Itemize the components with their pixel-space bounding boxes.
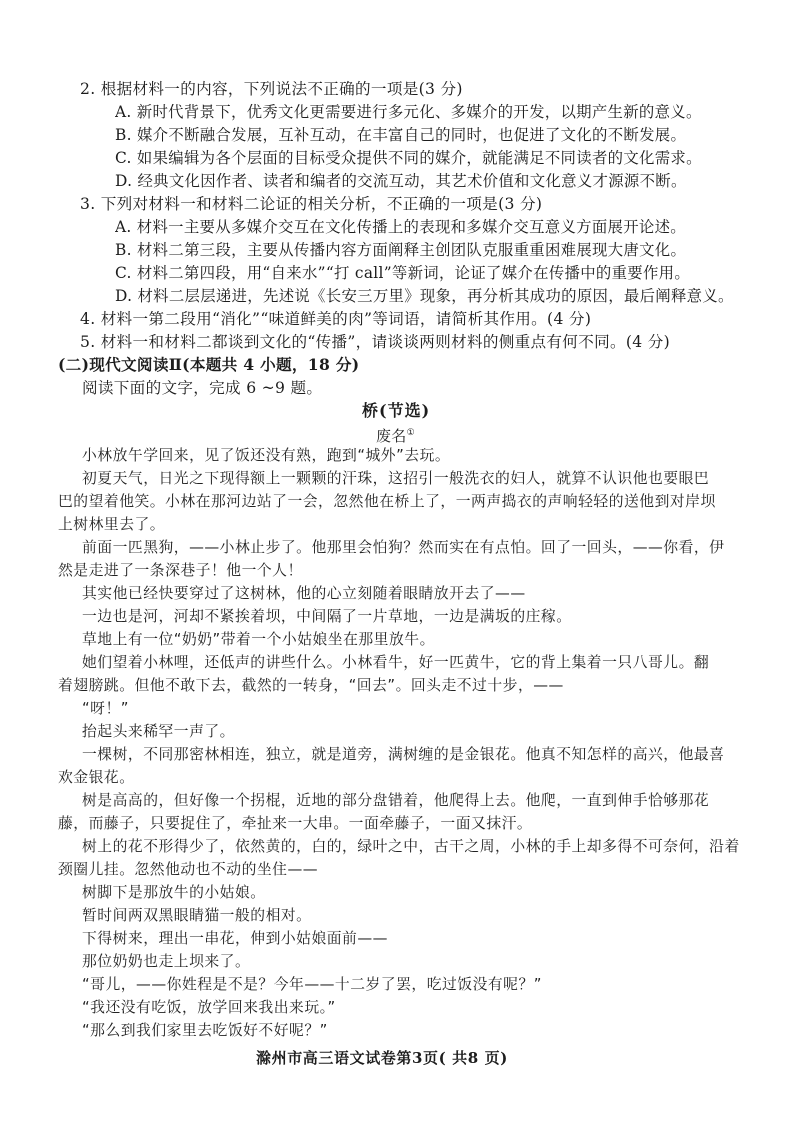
section-2-instruction: 阅读下面的文字，完成 6 ~9 题。	[82, 379, 323, 397]
story-line: 前面一匹黑狗，——小林止步了。他那里会怕狗？然而实在有点怕。回了一回头，——你看，伊	[82, 539, 725, 556]
question-3-option-b: B. 材料二第三段，主要从传播内容方面阐释主创团队克服重重困难展现大唐文化。	[115, 241, 687, 259]
story-line: “哥儿，——你姓程是不是？今年——十二岁了罢，吃过饭没有呢？”	[82, 976, 542, 993]
story-line: 暂时间两双黑眼睛猫一般的相对。	[82, 907, 312, 924]
story-line: 着翅膀跳。但他不敢下去，截然的一转身，“回去”。回头走不过十步，——	[58, 677, 564, 694]
story-line: “那么到我们家里去吃饭好不好呢？”	[82, 1022, 328, 1039]
story-line: 树上的花不形得少了，依然黄的，白的，绿叶之中，古干之周，小林的手上却多得不可奈何，沿着	[82, 838, 740, 855]
story-line: “呀！”	[82, 700, 129, 717]
story-line: 一边也是河，河却不紧挨着坝，中间隔了一片草地，一边是满坂的庄稼。	[82, 608, 572, 625]
question-4-stem: 4. 材料一第二段用“消化”“味道鲜美的肉”等词语，请简析其作用。(4 分)	[80, 310, 592, 328]
story-line: 下得树来，理出一串花，伸到小姑娘面前——	[82, 930, 388, 947]
story-line: “我还没有吃饭，放学回来我出来玩。”	[82, 999, 336, 1016]
story-author-name: 废名	[376, 427, 407, 445]
story-line: 巴的望着他笑。小林在那河边站了一会，忽然他在桥上了，一两声捣衣的声响轻轻的送他到对岸坝	[58, 493, 716, 510]
story-line: 上树林里去了。	[58, 516, 166, 533]
question-2-option-b: B. 媒介不断融合发展，互补互动，在丰富自己的同时，也促进了文化的不断发展。	[115, 126, 687, 144]
story-line: 藤，而藤子，只要捉住了，牵扯来一大串。一面牵藤子，一面又抹汗。	[58, 815, 533, 832]
question-3-option-d: D. 材料二层层递进，先述说《长安三万里》现象，再分析其成功的原因，最后阐释意义。	[115, 287, 734, 305]
story-author	[376, 423, 415, 446]
question-2-stem: 2. 根据材料一的内容，下列说法不正确的一项是(3 分)	[80, 80, 463, 98]
story-line: 一棵树，不同那密林相连，独立，就是道旁，满树缠的是金银花。他真不知怎样的高兴，他最喜	[82, 746, 725, 763]
section-2-heading: (二)现代文阅读Ⅱ(本题共 4 小题，18 分)	[58, 355, 360, 374]
story-line: 欢金银花。	[58, 769, 135, 786]
story-line: 初夏天气，日光之下现得额上一颗颗的汗珠，这招引一般洗衣的妇人，就算不认识他也要眼巴	[82, 470, 710, 487]
question-3-option-c: C. 材料二第四段，用“自来水”“打 call”等新词，论证了媒介在传播中的重要作用。	[115, 264, 691, 282]
page-footer: 滁州市高三语文试卷第3页( 共8 页)	[256, 1049, 508, 1067]
author-footnote-marker: ①	[406, 428, 415, 438]
story-line: 树脚下是那放牛的小姑娘。	[82, 884, 266, 901]
question-2-option-d: D. 经典文化因作者、读者和编者的交流互动，其艺术价值和文化意义才源源不断。	[115, 172, 687, 190]
story-line: 其实他已经快要穿过了这树林，他的心立刻随着眼睛放开去了——	[82, 585, 526, 602]
story-line: 她们望着小林哩，还低声的讲些什么。小林看牛，好一匹黄牛，它的背上集着一只八哥儿。翻	[82, 654, 710, 671]
question-3-stem: 3. 下列对材料一和材料二论证的相关分析，不正确的一项是(3 分)	[80, 195, 543, 213]
story-line: 那位奶奶也走上坝来了。	[82, 953, 251, 970]
question-3-option-a: A. 材料一主要从多媒介交互在文化传播上的表现和多媒介交互意义方面展开论述。	[115, 218, 686, 236]
question-2-option-c: C. 如果编辑为各个层面的目标受众提供不同的媒介，就能满足不同读者的文化需求。	[115, 149, 702, 167]
story-line: 然是走进了一条深巷子！他一个人！	[58, 562, 303, 579]
story-line: 草地上有一位“奶奶”带着一个小姑娘坐在那里放牛。	[82, 631, 435, 648]
story-line: 小林放午学回来，见了饭还没有熟，跑到“城外”去玩。	[82, 447, 451, 464]
story-title: 桥(节选)	[362, 401, 431, 420]
question-2-option-a: A. 新时代背景下，优秀文化更需要进行多元化、多媒介的开发，以期产生新的意义。	[115, 103, 702, 121]
question-5-stem: 5. 材料一和材料二都谈到文化的“传播”，请谈谈两则材料的侧重点有何不同。(4 分)	[80, 333, 671, 351]
story-line: 树是高高的，但好像一个拐棍，近地的部分盘错着，他爬得上去。他爬，一直到伸手恰够那花	[82, 792, 710, 809]
story-line: 抬起头来稀罕一声了。	[82, 723, 235, 740]
story-line: 颈圈儿挂。忽然他动也不动的坐住——	[58, 861, 319, 878]
